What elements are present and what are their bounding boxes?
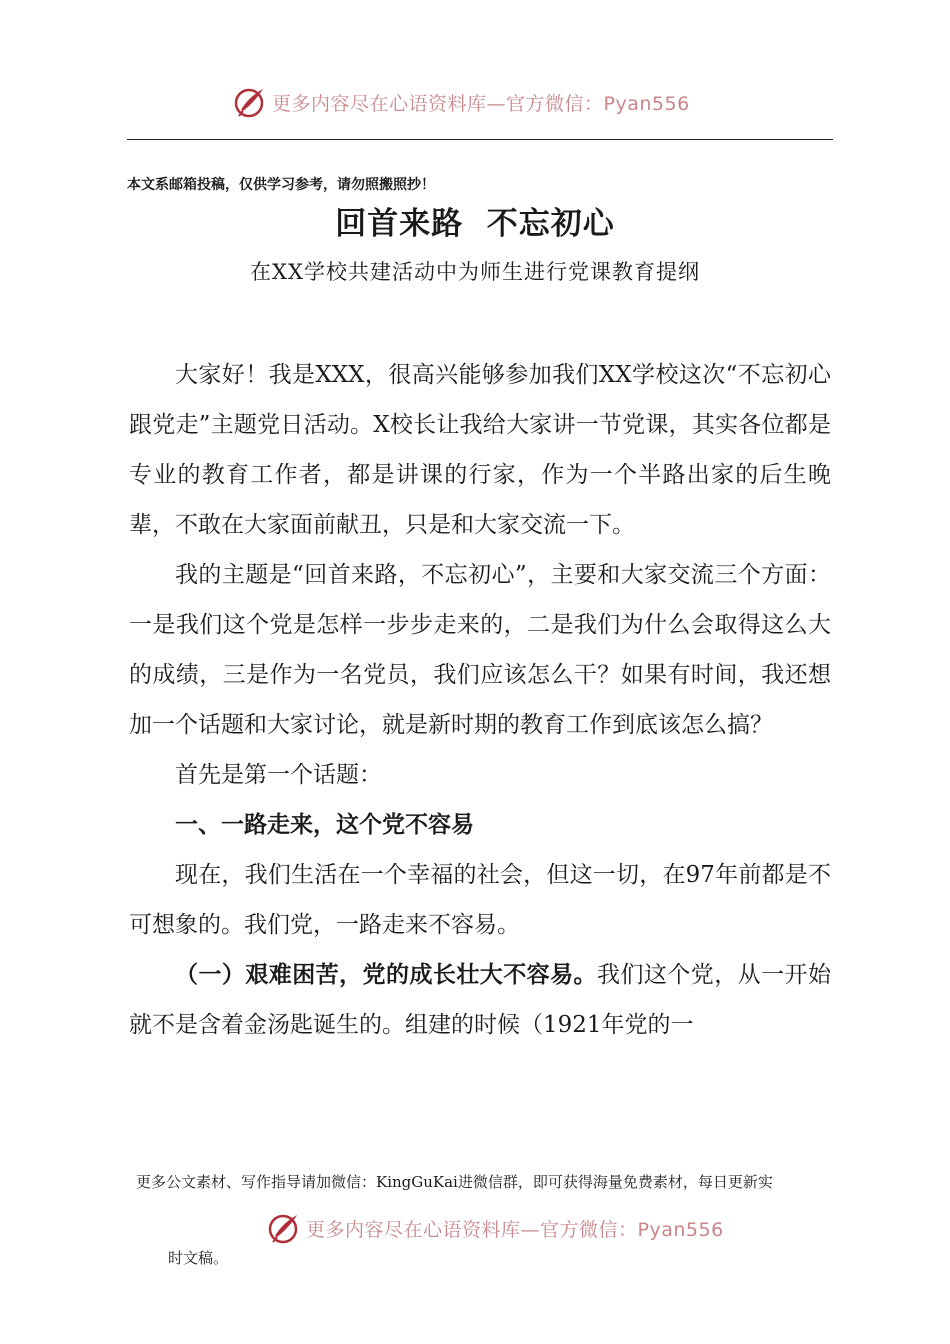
banner-library-name: 更多内容尽在心语资料库 bbox=[272, 92, 487, 115]
section-heading-1: 一、一路走来，这个党不容易 bbox=[175, 812, 474, 838]
document-title: 回首来路 不忘初心 bbox=[335, 206, 615, 242]
quill-logo-icon bbox=[232, 85, 266, 119]
banner-wechat-id: Pyan556 bbox=[603, 92, 690, 115]
quill-logo-icon bbox=[266, 1211, 300, 1245]
document-subtitle: 在XX学校共建活动中为师生进行党课教育提纲 bbox=[250, 260, 700, 284]
banner-separator: — bbox=[486, 92, 507, 115]
footer-banner-library-name: 更多内容尽在心语资料库 bbox=[306, 1218, 521, 1241]
footer-banner-wechat-id: Pyan556 bbox=[637, 1218, 724, 1241]
paragraph-intro: 现在，我们生活在一个幸福的社会，但这一切，在97年前都是不可想象的。我们党，一路走来不容易。 bbox=[129, 862, 831, 938]
paragraph-first-topic: 首先是第一个话题： bbox=[175, 762, 382, 788]
footer-note: 更多公文素材、写作指导请加微信：KingGuKai进微信群，即可获得海量免费素材，每日更新实 bbox=[136, 1173, 773, 1191]
subsection-heading-1: （一）艰难困苦，党的成长壮大不容易。 bbox=[175, 961, 597, 988]
paragraph-theme: 我的主题是“回首来路，不忘初心”，主要和大家交流三个方面：一是我们这个党是怎样一步步走来的，二是我们为什么会取得这么大的成绩，三是作为一名党员，我们应该怎么干？如果有时间，我还想加一个话题和大家讨论，就是新时期的教育工作到底该怎么搞？ bbox=[129, 562, 831, 738]
banner-wechat-label: 官方微信： bbox=[506, 92, 604, 115]
footer-banner-wechat-label: 官方微信： bbox=[540, 1218, 638, 1241]
subsection-text-1: 我们这个党，从一开始就不是含着金汤匙诞生的。组建的时候（1921年党的一 bbox=[129, 962, 832, 1038]
submission-notice: 本文系邮箱投稿，仅供学习参考，请勿照搬照抄！ bbox=[127, 177, 435, 193]
header-banner bbox=[232, 84, 690, 120]
footer-banner-separator: — bbox=[520, 1218, 541, 1241]
header-divider bbox=[127, 139, 833, 140]
footer-note-tail: 时文稿。 bbox=[168, 1249, 229, 1267]
document-body bbox=[129, 350, 831, 1050]
footer-banner-text bbox=[306, 1215, 724, 1242]
banner-text bbox=[272, 89, 690, 116]
paragraph-greeting: 大家好！我是XXX，很高兴能够参加我们XX学校这次“不忘初心跟党走”主题党日活动。X校长让我给大家讲一节党课，其实各位都是专业的教育工作者，都是讲课的行家，作为一个半路出家的后生晚辈，不敢在大家面前献丑，只是和大家交流一下。 bbox=[129, 362, 831, 538]
paragraph-subsection-1 bbox=[129, 950, 831, 1050]
footer-banner bbox=[266, 1210, 724, 1246]
